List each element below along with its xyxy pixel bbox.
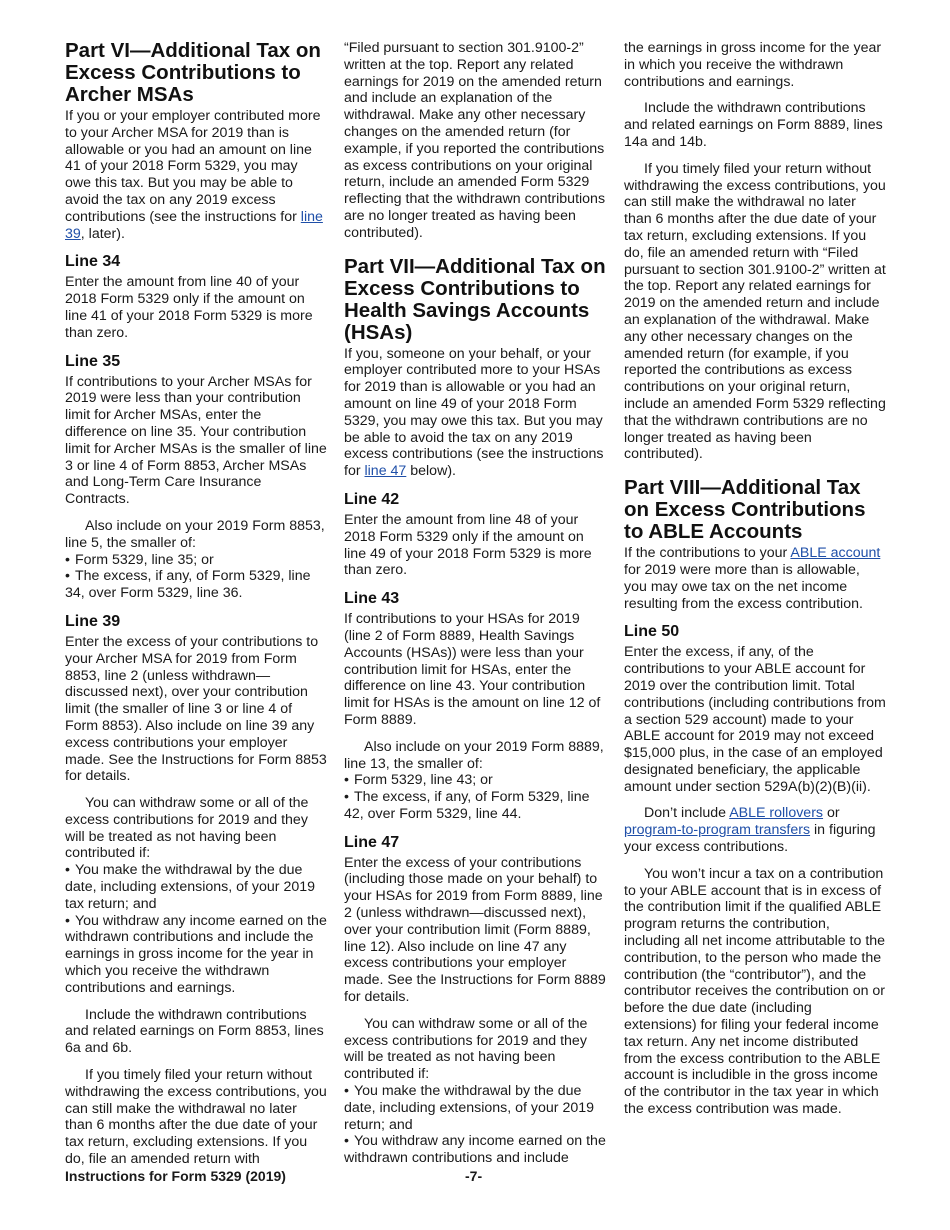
line35-also: Also include on your 2019 Form 8853, line 5, the smaller of: xyxy=(65,517,325,551)
line43-bullets xyxy=(344,772,606,822)
line39-timely: If you timely filed your return without withdrawing the excess contributions, you can still make the withdrawal no later than 6 months after the due date of your tax return, excluding extensions. If you do, file an amended return with xyxy=(65,1067,327,1168)
able-rollovers-link[interactable]: ABLE rollovers xyxy=(729,805,824,822)
line39-heading: Line 39 xyxy=(65,612,121,630)
column-3 xyxy=(624,40,886,1128)
footer-form-title: Instructions for Form 5329 (2019) xyxy=(65,1168,286,1184)
line35-bullets xyxy=(65,552,327,602)
line43-heading: Line 43 xyxy=(344,590,400,608)
col3-include-text: Include the withdrawn contributions and related earnings on Form 8889, lines 14a and 14b. xyxy=(624,100,883,150)
line50-heading: Line 50 xyxy=(624,623,680,641)
line-39-link[interactable]: line 39 xyxy=(65,208,323,242)
line50-text: Enter the excess, if any, of the contributions to your ABLE account for 2019 over the contribution limit. Total contributions (including contributions from a section 529 account) made to your ABLE account for 2019 may not exceed $15,000 plus, in the case of an employed designated beneficiary, the applicable amount under section 529A(b)(2)(B)(ii). xyxy=(624,644,886,795)
line34-heading: Line 34 xyxy=(65,253,121,271)
list-item: • You make the withdrawal by the due date, including extensions, of your 2019 return; and xyxy=(344,1083,606,1133)
line43-text: If contributions to your HSAs for 2019 (line 2 of Form 8889, Health Savings Accounts (HSAs)) were less than your contribution limit for HSAs, enter the difference on line 43. Your contribution limit for HSAs is the amount on line 12 of Form 8889. xyxy=(344,611,601,728)
part7-title: Part VII—Additional Tax on Excess Contributions to Health Savings Accounts (HSAs) xyxy=(344,254,606,344)
line43-also: Also include on your 2019 Form 8889, line 13, the smaller of: xyxy=(344,738,604,772)
part7-intro: If you, someone on your behalf, or your employer contributed more to your HSAs for 2019 than is allowable or you had an amount on line 49 of your 2018 Form 5329, you may owe this tax. But you may be able to avoid the tax on any 2019 excess contributions (see the instructions for line 47 below). xyxy=(344,345,604,480)
list-item: • You withdraw any income earned on the withdrawn contributions and include xyxy=(344,1133,606,1167)
dont-include-text: Don’t include ABLE rollovers or program-to-program transfers in figuring your excess contributions. xyxy=(624,805,876,856)
program-transfers-link[interactable]: program-to-program transfers xyxy=(624,822,811,839)
list-item: • You make the withdrawal by the due date, including extensions, of your 2019 tax return; and xyxy=(65,862,327,912)
line39-text: Enter the excess of your contributions to your Archer MSA for 2019 from Form 8853, line 2 (unless withdrawn—discussed next), over your contribution limit (the smaller of line 3 or line 4 of Form 8853). Also include on line 39 any excess contributions your employer made. See the Instructions for Form 8853 for details. xyxy=(65,633,327,785)
column-2 xyxy=(344,40,606,1177)
able-account-link[interactable]: ABLE account xyxy=(790,545,881,562)
line39-withdraw: You can withdraw some or all of the excess contributions for 2019 and they will be treated as not having been contributed if: xyxy=(65,795,309,862)
line42-heading: Line 42 xyxy=(344,490,400,508)
line47-bullets xyxy=(344,1083,606,1167)
page-number: -7- xyxy=(465,1168,483,1184)
part8-intro: If the contributions to your ABLE account for 2019 were more than is allowable, you may owe tax on the net income resulting from the excess contribution. xyxy=(624,545,881,612)
line47-text: Enter the excess of your contributions (including those made on your behalf) to your HSAs for 2019 from Form 8889, line 2 (unless withdrawn—discussed next), over your contribution limit (Form 8889, line 12). Also include on line 47 any excess contributions your employer made. See the Instructions for Form 8889 for details. xyxy=(344,854,606,1006)
line42-text: Enter the amount from line 48 of your 2018 Form 5329 only if the amount on line 49 of your 2018 Form 5329 is more than zero. xyxy=(344,511,592,579)
list-item: • Form 5329, line 43; or xyxy=(344,772,606,789)
line39-include: Include the withdrawn contributions and related earnings on Form 8853, lines 6a and 6b. xyxy=(65,1006,324,1057)
list-item: • The excess, if any, of Form 5329, line 42, over Form 5329, line 44. xyxy=(344,789,606,823)
line35-heading: Line 35 xyxy=(65,352,121,370)
list-item: • The excess, if any, of Form 5329, line 34, over Form 5329, line 36. xyxy=(65,568,327,602)
part6-title: Part VI—Additional Tax on Excess Contributions to Archer MSAs xyxy=(65,39,321,106)
column-1 xyxy=(65,40,327,1178)
line35-text: If contributions to your Archer MSAs for 2019 were less than your contribution limit for Archer MSAs, enter the difference on line 35. Your contribution limit for Archer MSAs is the smaller of line 3 or line 4 of Form 8853, Archer MSAs and Long-Term Care Insurance Contracts. xyxy=(65,373,327,508)
line-47-link[interactable]: line 47 xyxy=(364,463,407,480)
col2-continued-text: “Filed pursuant to section 301.9100-2” written at the top. Report any related earnings for 2019 on the amended return and include an explanation of the withdrawal. Make any other necessary changes on the amended return (for example, if you reported the contributions as excess contributions on your original return, include an amended Form 5329 reflecting that the withdrawn contributions are no longer treated as having been contributed). xyxy=(344,40,606,241)
part6-intro: If you or your employer contributed more to your Archer MSA for 2019 than is allowable or you had an amount on line 41 of your 2018 Form 5329, you may owe this tax. But you may be able to avoid the tax on any 2019 excess contributions (see the instructions for line 39, later). xyxy=(65,108,323,242)
col3-timely-text: If you timely filed your return without withdrawing the excess contributions, you can still make the withdrawal no later than 6 months after the due date of your tax return, excluding extensions. If you do, file an amended return with “Filed pursuant to section 301.9100-2” written at the top. Report any related earnings for 2019 on the amended return and include an explanation of the withdrawal. Make any other necessary changes on the amended return (for example, if you reported the contributions as excess contributions on your original return, include an amended Form 5329 reflecting that the withdrawn contributions are no longer treated as having been contributed). xyxy=(624,160,886,463)
line34-text: Enter the amount from line 40 of your 2018 Form 5329 only if the amount on line 41 of your 2018 Form 5329 is more than zero. xyxy=(65,274,313,341)
col3-continued-text: the earnings in gross income for the year in which you receive the withdrawn contributions and earnings. xyxy=(624,40,882,90)
line39-bullets xyxy=(65,862,327,996)
line47-heading: Line 47 xyxy=(344,833,400,851)
line47-withdraw: You can withdraw some or all of the excess contributions for 2019 and they will be treated as not having been contributed if: xyxy=(344,1015,588,1083)
wont-incur-text: You won’t incur a tax on a contribution to your ABLE account that is in excess of the contribution limit if the qualified ABLE program returns the contribution, including all net income attributable to the contribution, to the person who made the contribution (the “contributor”), and the contributor receives the contribution on or before the due date (including extensions) for filing your federal income tax return. Any net income distributed from the excess contribution to the ABLE account is includible in the gross income of the contributor in the tax year in which the excess contribution was made. xyxy=(624,865,886,1118)
list-item: • You withdraw any income earned on the withdrawn contributions and include the earnings in gross income for the year in which you receive the withdrawn contributions and earnings. xyxy=(65,913,327,997)
part8-title: Part VIII—Additional Tax on Excess Contributions to ABLE Accounts xyxy=(624,476,866,544)
list-item: • Form 5329, line 35; or xyxy=(65,552,327,569)
